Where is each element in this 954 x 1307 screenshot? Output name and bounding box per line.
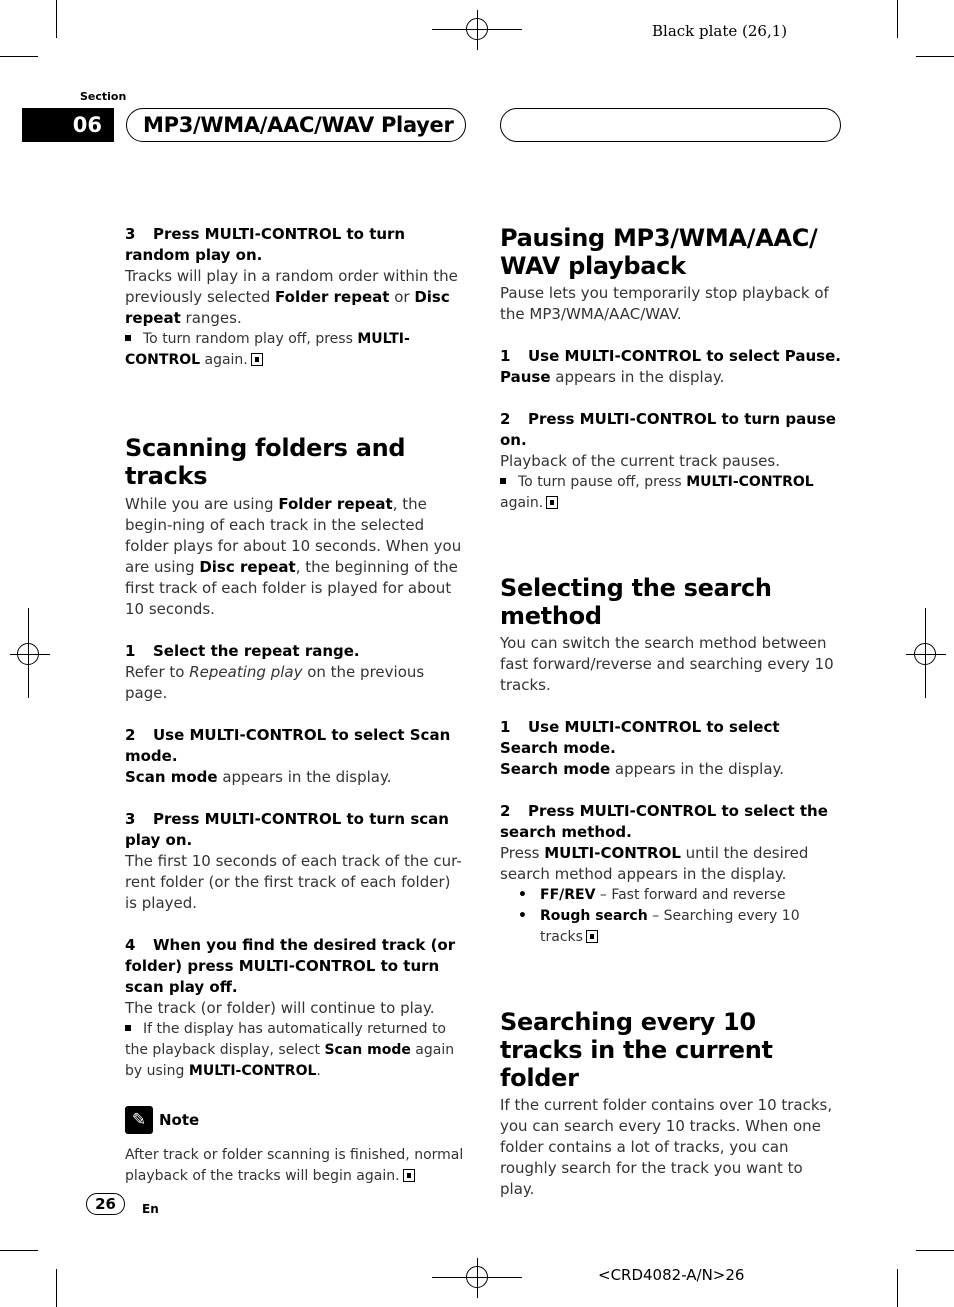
language-label: En: [142, 1202, 159, 1216]
page-number: 26: [86, 1193, 125, 1215]
crop-mark: [897, 0, 898, 38]
step-scan-3-body: The first 10 seconds of each track of the cur-rent folder (or the first track of each folder) is played.: [125, 852, 462, 912]
tip-square-icon: [500, 478, 506, 484]
search-option-ffrev: • FF/REV – Fast forward and reverse: [518, 887, 786, 903]
random-body: Tracks will play in a random order within the previously selected Folder repeat or Disc repeat ranges.: [125, 267, 458, 327]
crop-mark: [0, 56, 38, 57]
pause-intro: Pause lets you temporarily stop playback of the MP3/WMA/AAC/WAV.: [500, 284, 829, 323]
step-scan-1: 1 Select the repeat range.: [125, 642, 360, 660]
step-scan-2-body: Scan mode appears in the display.: [125, 768, 392, 786]
note-label: Note: [159, 1110, 200, 1129]
document-code: <CRD4082-A/N>26: [598, 1266, 745, 1284]
search-intro: You can switch the search method between fast forward/reverse and searching every 10 tracks.: [500, 634, 834, 694]
header-blank-pill: [500, 108, 841, 142]
heading-every-10: Searching every 10 tracks in the current folder: [500, 1008, 773, 1092]
step-scan-4-tip: If the display has automatically returned to the playback display, select Scan mode again by using MULTI-CONTROL.: [125, 1021, 455, 1079]
note-body: After track or folder scanning is finished, normal playback of the tracks will begin again.: [125, 1147, 464, 1184]
section-number: 06: [22, 108, 114, 142]
end-mark-icon: [251, 353, 263, 366]
right-column: [500, 224, 841, 1200]
tip-square-icon: [125, 335, 131, 341]
crop-mark: [897, 1269, 898, 1307]
step-search-1: 1 Use MULTI-CONTROL to select Search mode.: [500, 718, 780, 757]
heading-search-method: Selecting the search method: [500, 574, 772, 630]
end-mark-icon: [403, 1169, 415, 1182]
step-scan-3: 3 Press MULTI-CONTROL to turn scan play on.: [125, 810, 449, 849]
step-scan-4-body: The track (or folder) will continue to play.: [125, 999, 435, 1017]
section-label: Section: [80, 90, 127, 103]
left-column: [125, 224, 465, 1187]
step-scan-2: 2 Use MULTI-CONTROL to select Scan mode.: [125, 726, 451, 765]
note-header: [125, 1106, 465, 1134]
crop-mark: [56, 0, 57, 38]
tip-square-icon: [125, 1025, 131, 1031]
step-search-2: 2 Press MULTI-CONTROL to select the search method.: [500, 802, 828, 841]
step-search-1-body: Search mode appears in the display.: [500, 760, 785, 778]
section-title: MP3/WMA/AAC/WAV Player: [126, 108, 466, 142]
step-pause-2: 2 Press MULTI-CONTROL to turn pause on.: [500, 410, 836, 449]
step-pause-2-body: Playback of the current track pauses.: [500, 452, 780, 470]
end-mark-icon: [586, 930, 598, 943]
step-random-3: 3 Press MULTI-CONTROL to turn random play on.: [125, 225, 406, 264]
scan-intro: While you are using Folder repeat, the begin-ning of each track in the selected folder plays for about 10 seconds. When you are using Disc repeat, the beginning of the first track of each folder is played for about 10 seconds.: [125, 495, 462, 618]
heading-pausing: Pausing MP3/WMA/AAC/ WAV playback: [500, 224, 818, 280]
search-option-rough: • Rough search – Searching every 10 tracks: [518, 908, 800, 945]
step-scan-1-body: Refer to Repeating play on the previous page.: [125, 663, 425, 702]
registration-mark-icon: [466, 18, 488, 40]
step-pause-1: 1 Use MULTI-CONTROL to select Pause.: [500, 347, 841, 365]
step-scan-4: 4 When you find the desired track (or folder) press MULTI-CONTROL to turn scan play off.: [125, 936, 456, 996]
registration-mark-icon: [466, 1266, 488, 1288]
crop-mark: [0, 1250, 38, 1251]
pause-tip: To turn pause off, press MULTI-CONTROL again.: [500, 474, 814, 511]
plate-label: Black plate (26,1): [652, 22, 788, 40]
crop-mark: [916, 56, 954, 57]
every-10-body: If the current folder contains over 10 tracks, you can search every 10 tracks. When one folder contains a lot of tracks, you can roughly search for the track you want to play.: [500, 1096, 833, 1198]
registration-mark-icon: [17, 643, 39, 665]
heading-scanning: Scanning folders and tracks: [125, 434, 406, 490]
random-tip: To turn random play off, press MULTI-CONTROL again.: [125, 331, 410, 368]
crop-mark: [56, 1269, 57, 1307]
step-search-2-body: Press MULTI-CONTROL until the desired search method appears in the display.: [500, 844, 809, 883]
registration-mark-icon: [914, 643, 936, 665]
note-pencil-icon: ✎: [125, 1106, 153, 1134]
crop-mark: [916, 1250, 954, 1251]
step-pause-1-body: Pause appears in the display.: [500, 368, 725, 386]
end-mark-icon: [546, 496, 558, 509]
